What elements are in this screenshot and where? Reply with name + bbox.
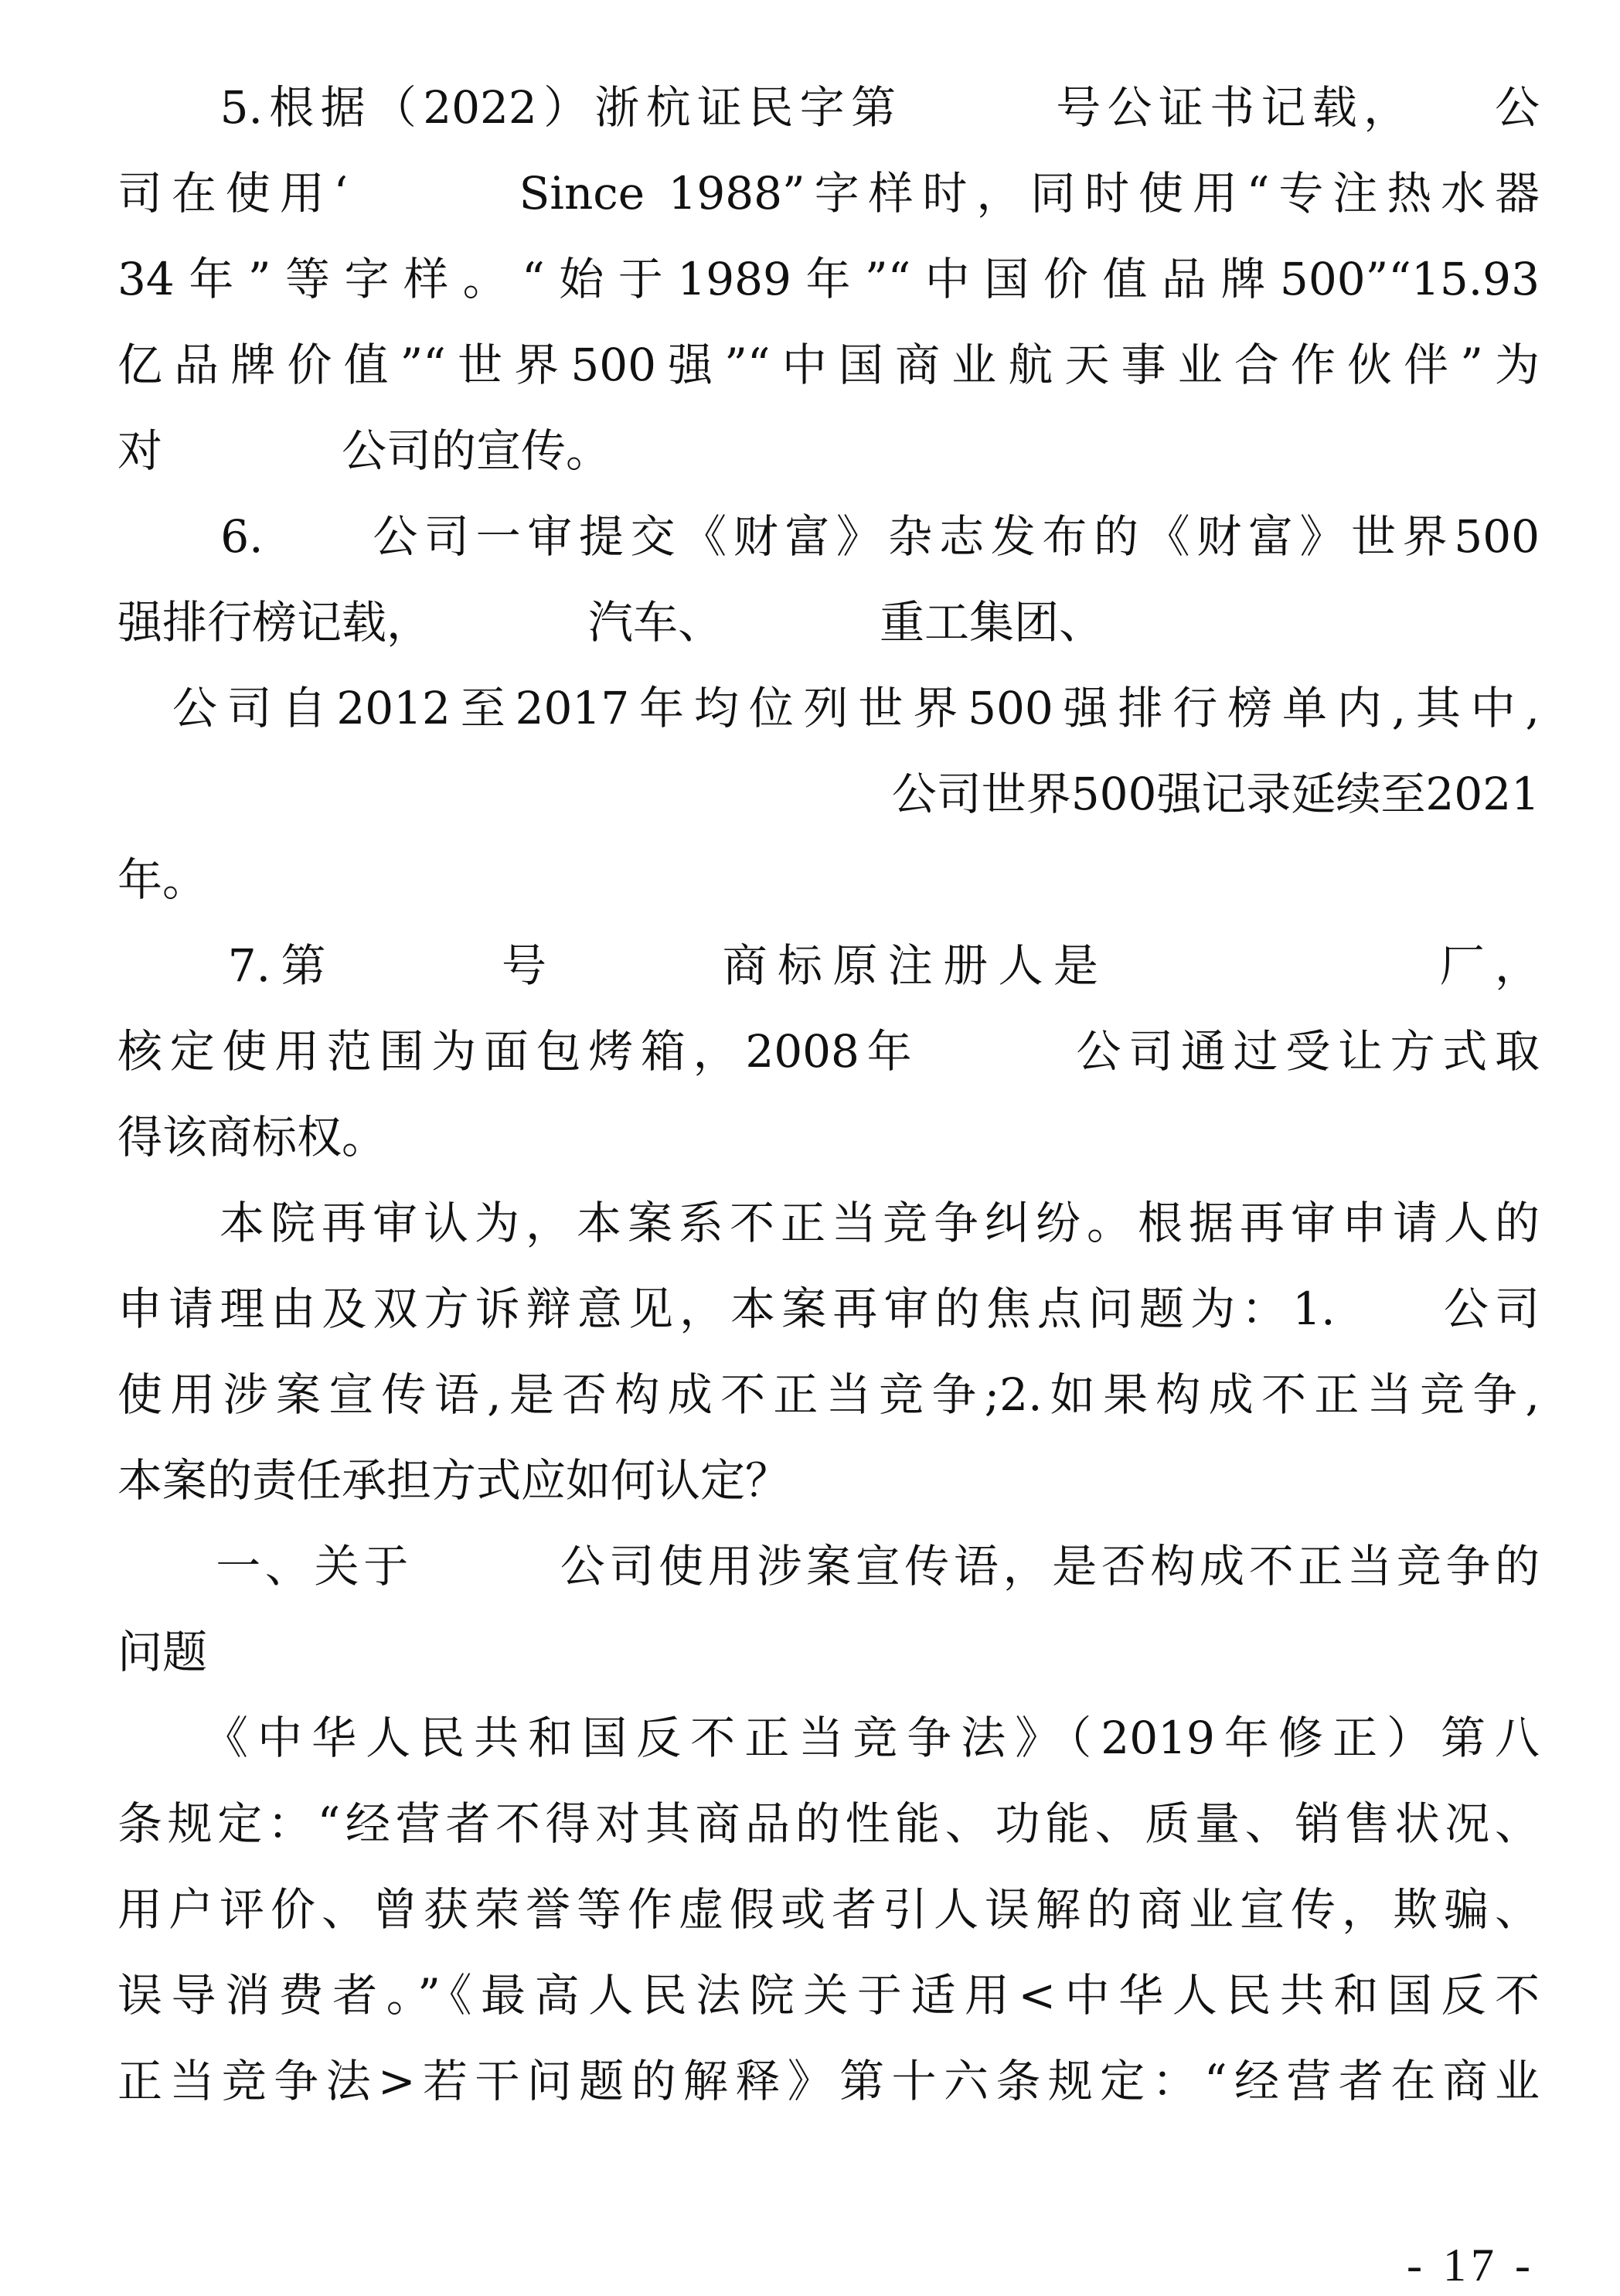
- text-line: 条规定：“经营者不得对其商品的性能、功能、质量、销售状况、: [117, 1797, 1540, 1850]
- text-line: 公司自2012至2017年均位列世界500强排行榜单内,其中,: [117, 682, 1540, 734]
- section-heading: 问题: [117, 1626, 208, 1678]
- text-line: 强排行榜记载， 汽车、 重工集团、: [117, 596, 1104, 649]
- text-line: 公司世界500强记录延续至2021: [891, 768, 1540, 820]
- text-line: 司在使用‘ Since 1988”字样时，同时使用“专注热水器: [117, 167, 1540, 220]
- page-number: - 17 -: [1407, 2240, 1535, 2291]
- text-line: 本案的责任承担方式应如何认定？: [117, 1454, 791, 1507]
- document-body: [117, 65, 1540, 2124]
- text-line: 6. 公司一审提交《财富》杂志发布的《财富》世界500: [117, 510, 1540, 563]
- text-line: 《中华人民共和国反不正当竞争法》（2019年修正）第八: [117, 1712, 1540, 1764]
- text-line: 得该商标权。: [117, 1111, 387, 1163]
- text-line: 使用涉案宣传语,是否构成不正当竞争;2.如果构成不正当竞争,: [117, 1368, 1540, 1421]
- text-line: 年。: [117, 853, 208, 906]
- text-line: 正当竞争法>若干问题的解释》第十六条规定：“经营者在商业: [117, 2055, 1540, 2107]
- text-line: 本院再审认为，本案系不正当竞争纠纷。根据再审申请人的: [117, 1197, 1540, 1249]
- text-line: 核定使用范围为面包烤箱，2008年 公司通过受让方式取: [117, 1025, 1540, 1078]
- text-line: 用户评价、曾获荣誉等作虚假或者引人误解的商业宣传，欺骗、: [117, 1883, 1540, 1936]
- text-line: 7.第 号 商标原注册人是 厂，: [117, 939, 1540, 992]
- text-line: 5.根据（2022）浙杭证民字第 号公证书记载， 公: [117, 81, 1540, 134]
- text-line: 误导消费者。”《最高人民法院关于适用<中华人民共和国反不: [117, 1969, 1540, 2022]
- text-line: 亿品牌价值”“世界500强”“中国商业航天事业合作伙伴”为: [117, 339, 1540, 391]
- text-line: 对 公司的宣传。: [117, 424, 611, 477]
- section-heading: 一、关于 公司使用涉案宣传语，是否构成不正当竞争的: [117, 1540, 1540, 1593]
- text-line: 申请理由及双方诉辩意见，本案再审的焦点问题为：1. 公司: [117, 1283, 1540, 1335]
- text-line: 34年”等字样。“始于1989年”“中国价值品牌500”“15.93: [117, 253, 1540, 305]
